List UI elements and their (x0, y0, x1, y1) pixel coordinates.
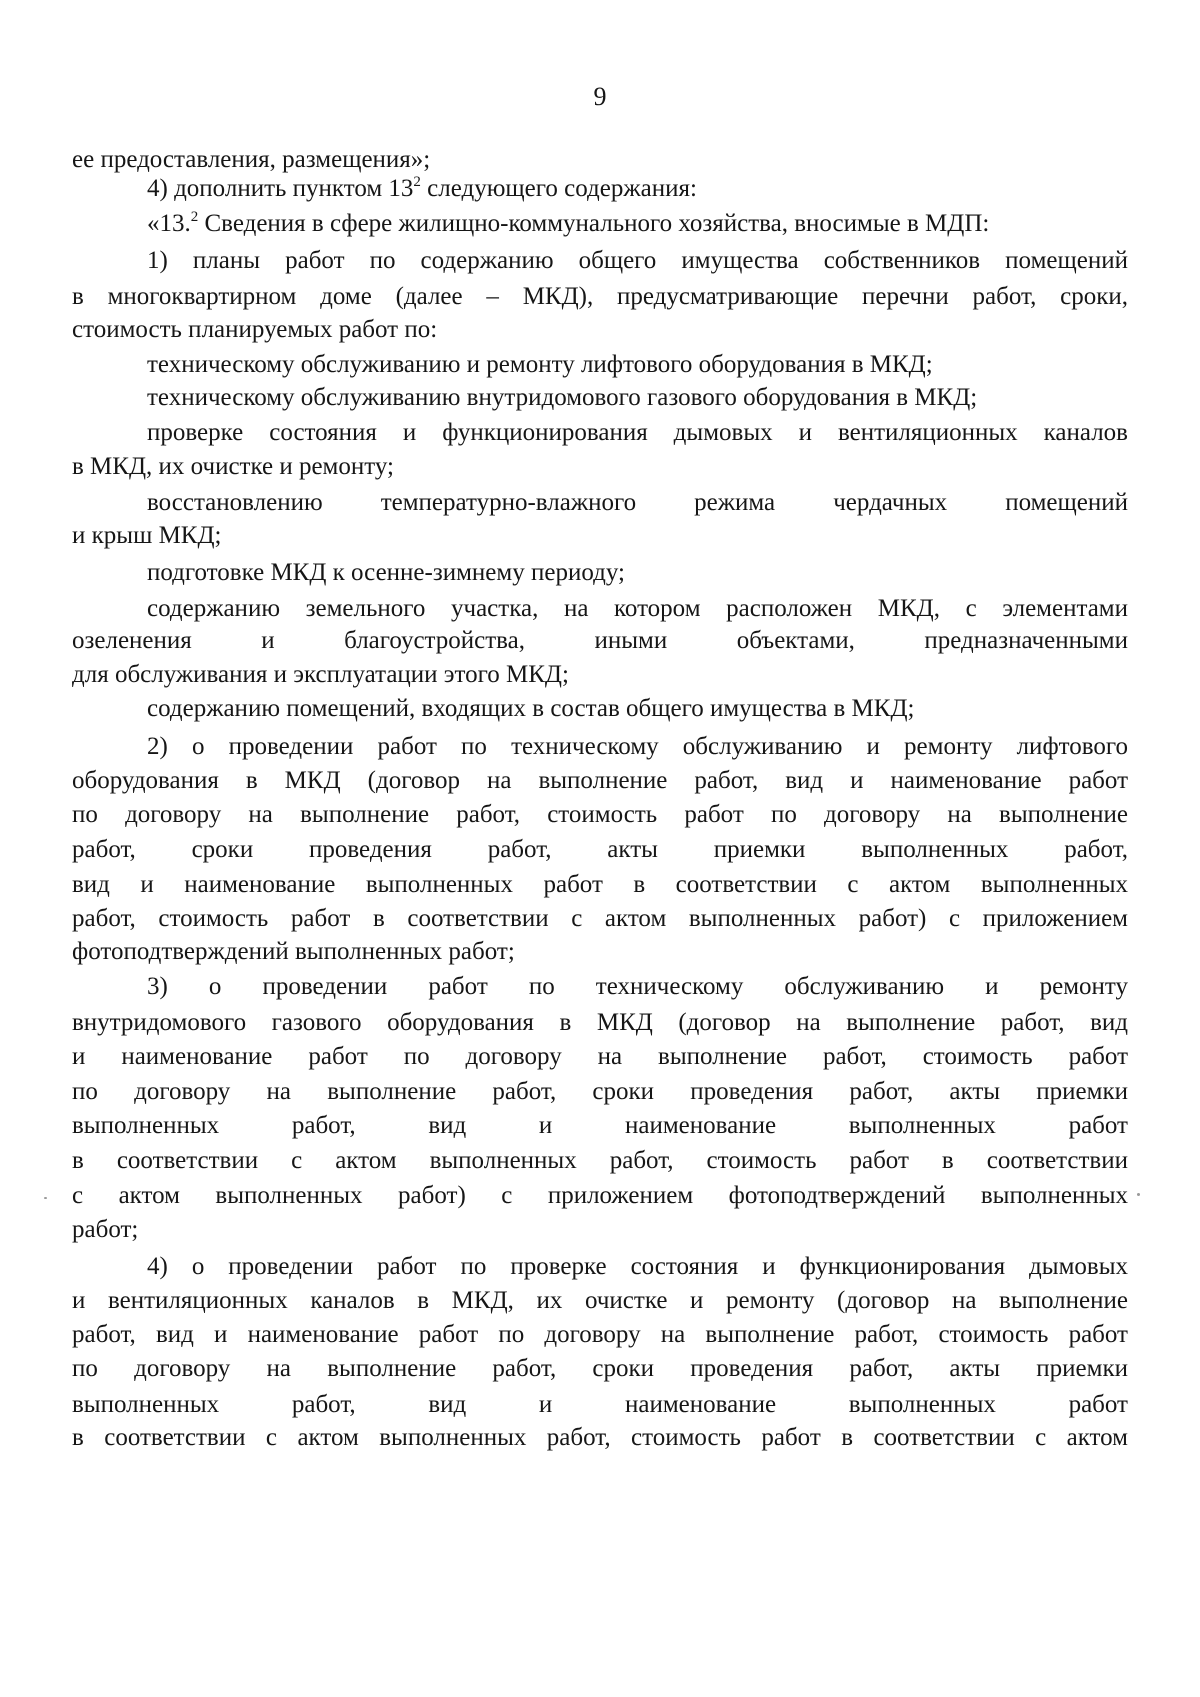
body-line: и наименование работ по договору на выполнение работ, стоимость работ (72, 1043, 1128, 1070)
body-line: и крыш МКД; (72, 522, 222, 549)
body-line: работ; (72, 1216, 139, 1243)
body-line: для обслуживания и эксплуатации этого МКД; (72, 661, 569, 688)
body-line-text: 4) дополнить пунктом 13 (147, 175, 414, 202)
body-line: подготовке МКД к осенне-зимнему периоду; (147, 559, 625, 586)
body-line: выполненных работ, вид и наименование выполненных работ (72, 1112, 1128, 1139)
body-line: содержанию помещений, входящих в состав общего имущества в МКД; (147, 695, 915, 722)
body-line: работ, вид и наименование работ по договору на выполнение работ, стоимость работ (72, 1321, 1128, 1348)
body-line: 1) планы работ по содержанию общего имущества собственников помещений (147, 247, 1128, 274)
body-line: 4) о проведении работ по проверке состояния и функционирования дымовых (147, 1253, 1128, 1280)
body-line: в многоквартирном доме (далее – МКД), предусматривающие перечни работ, сроки, (72, 283, 1128, 310)
body-line: работ, сроки проведения работ, акты приемки выполненных работ, (72, 836, 1128, 863)
body-line: 3) о проведении работ по техническому обслуживанию и ремонту (147, 973, 1128, 1000)
body-line: техническому обслуживанию внутридомового газового оборудования в МКД; (147, 384, 978, 411)
body-line: озеленения и благоустройства, иными объектами, предназначенными (72, 627, 1128, 654)
body-line: техническому обслуживанию и ремонту лифтового оборудования в МКД; (147, 351, 933, 378)
body-line: внутридомового газового оборудования в МКД (договор на выполнение работ, вид (72, 1009, 1128, 1036)
scan-speck (1137, 1193, 1140, 1196)
body-line: фотоподтверждений выполненных работ; (72, 938, 515, 965)
body-line: ее предоставления, размещения»; (72, 146, 431, 173)
body-line: по договору на выполнение работ, сроки проведения работ, акты приемки (72, 1355, 1128, 1382)
body-line: в соответствии с актом выполненных работ, стоимость работ в соответствии (72, 1147, 1128, 1174)
body-line: по договору на выполнение работ, стоимость работ по договору на выполнение (72, 801, 1128, 828)
body-line: в МКД, их очистке и ремонту; (72, 453, 394, 480)
body-line: работ, стоимость работ в соответствии с актом выполненных работ) с приложением (72, 905, 1128, 932)
body-line (147, 172, 697, 206)
body-line: выполненных работ, вид и наименование выполненных работ (72, 1391, 1128, 1418)
superscript: 2 (413, 174, 421, 190)
body-line: содержанию земельного участка, на котором расположен МКД, с элементами (147, 595, 1128, 622)
superscript: 2 (190, 209, 199, 225)
body-line: по договору на выполнение работ, сроки проведения работ, акты приемки (72, 1078, 1128, 1105)
body-line: 2) о проведении работ по техническому обслуживанию и ремонту лифтового (147, 733, 1128, 760)
page-number: 9 (593, 82, 607, 111)
body-line-text: Сведения в сфере жилищно-коммунального хозяйства, вносимые в МДП: (198, 210, 990, 237)
body-line: вид и наименование выполненных работ в соответствии с актом выполненных (72, 871, 1128, 898)
body-line: стоимость планируемых работ по: (72, 316, 438, 343)
body-line: проверке состояния и функционирования дымовых и вентиляционных каналов (147, 419, 1128, 446)
body-line: оборудования в МКД (договор на выполнение работ, вид и наименование работ (72, 767, 1128, 794)
body-line: с актом выполненных работ) с приложением фотоподтверждений выполненных (72, 1182, 1128, 1209)
body-line-text: «13. (147, 210, 191, 237)
body-line-text: следующего содержания: (420, 175, 697, 202)
body-line (147, 207, 989, 241)
body-line: в соответствии с актом выполненных работ, стоимость работ в соответствии с актом (72, 1424, 1128, 1451)
scan-speck (44, 1197, 47, 1199)
body-line: и вентиляционных каналов в МКД, их очистке и ремонту (договор на выполнение (72, 1287, 1128, 1314)
body-line: восстановлению температурно-влажного режима чердачных помещений (147, 489, 1128, 516)
